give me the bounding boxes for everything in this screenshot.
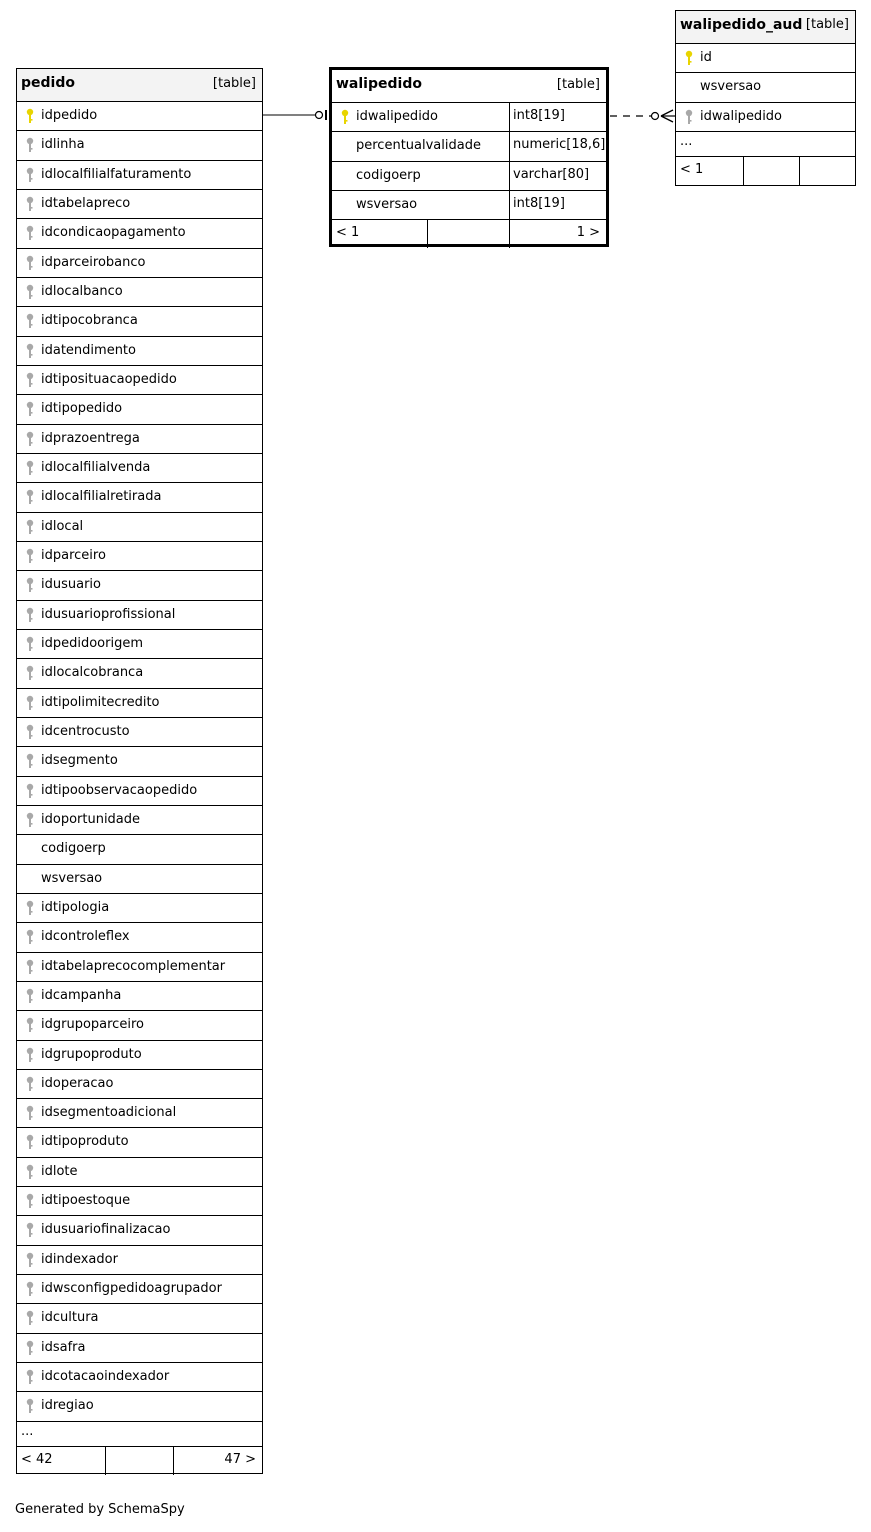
foreign-key-icon <box>25 665 35 681</box>
column-name: idcultura <box>41 1310 99 1326</box>
footer-divider <box>509 220 510 248</box>
foreign-key-icon <box>25 636 35 652</box>
column-name: idtipopedido <box>41 401 123 417</box>
walipedido-aud-columns <box>676 44 855 132</box>
column-name: idlocalcobranca <box>41 665 144 681</box>
column-row[interactable] <box>17 571 262 600</box>
foreign-key-icon <box>25 929 35 945</box>
foreign-key-icon <box>25 724 35 740</box>
table-tag: [table] <box>805 17 849 32</box>
column-row[interactable] <box>17 982 262 1011</box>
column-row[interactable] <box>17 395 262 424</box>
column-row[interactable] <box>17 161 262 190</box>
column-row[interactable] <box>17 718 262 747</box>
column-row[interactable] <box>17 953 262 982</box>
foreign-key-icon <box>25 753 35 769</box>
foreign-key-icon <box>25 313 35 329</box>
foreign-key-icon <box>25 343 35 359</box>
column-row[interactable] <box>17 1334 262 1363</box>
foreign-key-icon <box>25 1105 35 1121</box>
column-type: numeric[18,6] <box>509 132 606 160</box>
foreign-key-icon <box>25 783 35 799</box>
walipedido-aud-table-header[interactable] <box>676 11 855 44</box>
column-name: idlote <box>41 1163 78 1179</box>
column-row[interactable] <box>17 1216 262 1245</box>
foreign-key-icon <box>25 1164 35 1180</box>
footer-divider <box>427 220 428 248</box>
column-name: idoportunidade <box>41 811 141 827</box>
column-name: idsafra <box>41 1339 86 1355</box>
column-name: id <box>700 50 712 65</box>
column-name: idprazoentrega <box>41 430 140 446</box>
column-name: idcondicaopagamento <box>41 225 186 241</box>
walipedido-aud-crowfoot-bottom <box>661 116 673 122</box>
column-row[interactable] <box>17 1158 262 1187</box>
column-name: idusuarioprofissional <box>41 606 176 622</box>
foreign-key-icon <box>25 1281 35 1297</box>
column-name: idtiposituacaopedido <box>41 371 177 387</box>
column-row[interactable] <box>17 865 262 894</box>
column-name: idusuario <box>41 577 101 593</box>
primary-key-icon <box>25 108 35 124</box>
column-name: idtipologia <box>41 899 110 915</box>
foreign-key-icon <box>25 1398 35 1414</box>
column-row[interactable] <box>17 513 262 542</box>
column-row[interactable] <box>17 366 262 395</box>
column-name: idcotacaoindexador <box>41 1369 170 1385</box>
column-row[interactable] <box>17 1128 262 1157</box>
column-row[interactable] <box>17 835 262 864</box>
column-name: wsversao <box>41 870 103 886</box>
pedido-table-footer <box>17 1447 262 1475</box>
column-row[interactable] <box>17 337 262 366</box>
walipedido-table-header[interactable] <box>332 70 606 103</box>
column-row[interactable] <box>17 1099 262 1128</box>
foreign-key-icon <box>25 812 35 828</box>
children-count[interactable]: 1 > <box>576 225 600 241</box>
column-row[interactable] <box>17 307 262 336</box>
children-count[interactable]: 47 > <box>224 1451 256 1467</box>
foreign-key-icon <box>25 959 35 975</box>
walipedido-aud-table-footer <box>676 157 855 185</box>
column-row[interactable] <box>17 777 262 806</box>
walipedido-table-footer <box>332 220 606 248</box>
footer-divider <box>105 1447 106 1475</box>
column-name: percentualvalidade <box>356 138 481 154</box>
column-row[interactable] <box>17 1304 262 1333</box>
column-row[interactable] <box>17 747 262 776</box>
more-columns-ellipsis: ... <box>17 1422 262 1447</box>
pedido-table[interactable] <box>16 68 263 1474</box>
column-type: varchar[80] <box>509 162 606 190</box>
column-name: idlocalfilialfaturamento <box>41 166 192 182</box>
column-row[interactable] <box>17 1041 262 1070</box>
foreign-key-icon <box>25 1369 35 1385</box>
foreign-key-icon <box>25 167 35 183</box>
column-row[interactable] <box>332 191 606 220</box>
column-row[interactable] <box>17 1363 262 1392</box>
column-row[interactable] <box>332 103 606 132</box>
column-row[interactable] <box>17 1246 262 1275</box>
column-row[interactable] <box>17 806 262 835</box>
parents-count[interactable]: < 42 <box>21 1451 53 1467</box>
column-row[interactable] <box>17 190 262 219</box>
column-name: idparceiro <box>41 547 106 563</box>
footer-divider <box>173 1447 174 1475</box>
column-name: wsversao <box>700 79 762 95</box>
column-row[interactable] <box>676 103 855 132</box>
pedido-walipedido-zero-marker <box>316 112 323 119</box>
foreign-key-icon <box>25 1222 35 1238</box>
foreign-key-icon <box>684 109 694 125</box>
column-name: idlocalfilialvenda <box>41 459 151 475</box>
column-row[interactable] <box>676 73 855 102</box>
column-row[interactable] <box>17 630 262 659</box>
footer-divider <box>799 157 800 185</box>
column-name: idgrupoparceiro <box>41 1017 144 1033</box>
table-name: walipedido_aud <box>680 17 803 33</box>
column-row[interactable] <box>676 44 855 73</box>
column-name: idtabelapreco <box>41 195 131 211</box>
column-row[interactable] <box>17 1275 262 1304</box>
column-name: idcampanha <box>41 987 122 1003</box>
column-row[interactable] <box>17 249 262 278</box>
column-name: idtipolimitecredito <box>41 694 160 710</box>
foreign-key-icon <box>25 988 35 1004</box>
column-name: idregiao <box>41 1398 94 1414</box>
column-row[interactable] <box>17 601 262 630</box>
foreign-key-icon <box>25 1193 35 1209</box>
column-name: idpedidoorigem <box>41 635 144 651</box>
foreign-key-icon <box>25 431 35 447</box>
foreign-key-icon <box>25 225 35 241</box>
foreign-key-icon <box>25 1252 35 1268</box>
foreign-key-icon <box>25 577 35 593</box>
column-row[interactable] <box>17 278 262 307</box>
walipedido-aud-zero-marker <box>652 113 659 120</box>
foreign-key-icon <box>25 372 35 388</box>
table-tag: [table] <box>212 76 256 91</box>
column-name: idlocal <box>41 518 84 534</box>
table-name: pedido <box>21 75 75 91</box>
column-name: idwalipedido <box>356 109 439 124</box>
column-type: int8[19] <box>509 103 606 131</box>
column-name: idtabelaprecocomplementar <box>41 958 226 974</box>
primary-key-icon <box>340 109 350 125</box>
foreign-key-icon <box>25 1076 35 1092</box>
pedido-columns <box>17 102 262 1422</box>
foreign-key-icon <box>25 1310 35 1326</box>
walipedido-aud-table[interactable] <box>675 10 856 186</box>
column-row[interactable] <box>17 542 262 571</box>
foreign-key-icon <box>25 695 35 711</box>
column-row[interactable] <box>332 162 606 191</box>
column-row[interactable] <box>17 483 262 512</box>
foreign-key-icon <box>25 489 35 505</box>
foreign-key-icon <box>25 1134 35 1150</box>
table-tag: [table] <box>556 77 600 92</box>
column-name: codigoerp <box>41 841 106 857</box>
foreign-key-icon <box>25 196 35 212</box>
column-name: idusuariofinalizacao <box>41 1222 171 1238</box>
foreign-key-icon <box>25 519 35 535</box>
foreign-key-icon <box>25 460 35 476</box>
column-name: idatendimento <box>41 342 136 358</box>
column-name: idtipoproduto <box>41 1134 129 1150</box>
column-row[interactable] <box>17 219 262 248</box>
column-name: idtipoobservacaopedido <box>41 782 198 798</box>
foreign-key-icon <box>25 137 35 153</box>
walipedido-table[interactable] <box>329 67 609 247</box>
column-row[interactable] <box>17 425 262 454</box>
column-name: idwsconfigpedidoagrupador <box>41 1281 222 1297</box>
column-row[interactable] <box>332 132 606 161</box>
foreign-key-icon <box>25 1340 35 1356</box>
column-name: idtipoestoque <box>41 1193 131 1209</box>
column-row[interactable] <box>17 1070 262 1099</box>
foreign-key-icon <box>25 284 35 300</box>
foreign-key-icon <box>25 548 35 564</box>
foreign-key-icon <box>25 1047 35 1063</box>
column-row[interactable] <box>17 131 262 160</box>
column-name: idsegmento <box>41 753 118 769</box>
column-row[interactable] <box>17 1392 262 1421</box>
column-name: idsegmentoadicional <box>41 1105 177 1121</box>
column-row[interactable] <box>17 659 262 688</box>
column-row[interactable] <box>17 1187 262 1216</box>
column-name: idoperacao <box>41 1075 114 1091</box>
column-name: idindexador <box>41 1251 118 1267</box>
table-name: walipedido <box>336 76 422 92</box>
parents-count[interactable]: < 1 <box>680 161 704 177</box>
column-name: idwalipedido <box>700 108 783 124</box>
walipedido-aud-crowfoot-top <box>661 110 673 116</box>
generated-by-note: Generated by SchemaSpy <box>15 1502 185 1517</box>
foreign-key-icon <box>25 401 35 417</box>
more-columns-ellipsis: ... <box>676 132 855 157</box>
foreign-key-icon <box>25 607 35 623</box>
column-row[interactable] <box>17 1011 262 1040</box>
column-name: idlocalfilialretirada <box>41 489 162 505</box>
column-row[interactable] <box>17 894 262 923</box>
column-name: idlocalbanco <box>41 283 123 299</box>
foreign-key-icon <box>25 1017 35 1033</box>
column-name: idcontroleflex <box>41 929 130 945</box>
column-name: idtipocobranca <box>41 313 138 329</box>
column-name: codigoerp <box>356 167 421 183</box>
column-name: idpedido <box>41 108 98 123</box>
parents-count[interactable]: < 1 <box>336 225 360 241</box>
column-row[interactable] <box>17 454 262 483</box>
column-name: idcentrocusto <box>41 723 130 739</box>
column-name: wsversao <box>356 196 418 212</box>
column-row[interactable] <box>17 102 262 131</box>
walipedido-columns <box>332 103 606 220</box>
column-row[interactable] <box>17 689 262 718</box>
column-name: idgrupoproduto <box>41 1046 142 1062</box>
column-row[interactable] <box>17 923 262 952</box>
pedido-table-header[interactable] <box>17 69 262 102</box>
column-type: int8[19] <box>509 191 606 219</box>
column-name: idlinha <box>41 137 85 153</box>
foreign-key-icon <box>25 900 35 916</box>
foreign-key-icon <box>25 255 35 271</box>
footer-divider <box>743 157 744 185</box>
primary-key-icon <box>684 50 694 66</box>
column-name: idparceirobanco <box>41 254 146 270</box>
